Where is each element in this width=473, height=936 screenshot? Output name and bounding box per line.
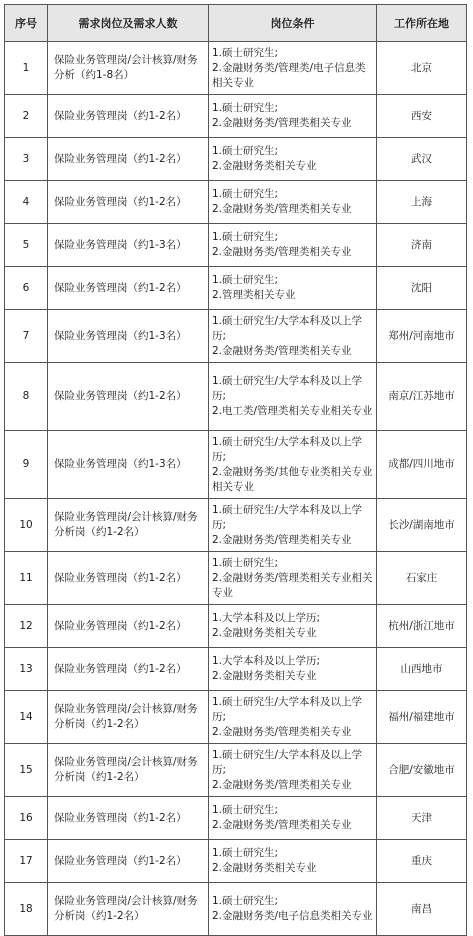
cell-conditions	[209, 648, 377, 691]
condition-line: 2.金融财务类相关专业	[212, 627, 317, 639]
cell-location: 福州/福建地市	[377, 691, 467, 744]
condition-line: 1.硕士研究生;	[212, 231, 279, 243]
cell-location: 北京	[377, 42, 467, 95]
cell-conditions	[209, 95, 377, 138]
recruitment-table-container	[4, 4, 467, 936]
cell-conditions	[209, 181, 377, 224]
cell-location: 成都/四川地市	[377, 431, 467, 499]
cell-conditions	[209, 431, 377, 499]
cell-no: 10	[5, 499, 48, 552]
cell-position: 保险业务管理岗（约1-2名）	[48, 605, 209, 648]
cell-no: 9	[5, 431, 48, 499]
cell-no: 1	[5, 42, 48, 95]
cell-conditions	[209, 310, 377, 363]
cell-position: 保险业务管理岗（约1-2名）	[48, 95, 209, 138]
table-row	[5, 499, 467, 552]
table-row	[5, 224, 467, 267]
cell-position: 保险业务管理岗（约1-2名）	[48, 797, 209, 840]
cell-conditions	[209, 267, 377, 310]
condition-line: 2.金融财务类/其他专业类相关专业相关专业	[212, 465, 373, 493]
cell-location: 长沙/湖南地市	[377, 499, 467, 552]
cell-position: 保险业务管理岗/会计核算/财务分析岗（约1-2名）	[48, 499, 209, 552]
header-conditions: 岗位条件	[209, 5, 377, 42]
table-row	[5, 310, 467, 363]
condition-line: 1.硕士研究生/大学本科及以上学历;	[212, 503, 363, 531]
condition-line: 1.硕士研究生;	[212, 847, 279, 859]
cell-conditions	[209, 138, 377, 181]
cell-location: 上海	[377, 181, 467, 224]
cell-conditions	[209, 605, 377, 648]
cell-no: 5	[5, 224, 48, 267]
table-row	[5, 744, 467, 797]
table-row	[5, 691, 467, 744]
cell-no: 14	[5, 691, 48, 744]
cell-no: 18	[5, 883, 48, 936]
condition-line: 2.金融财务类相关专业	[212, 862, 317, 874]
condition-line: 2.金融财务类/管理类相关专业相关专业	[212, 571, 373, 599]
condition-line: 2.金融财务类/管理类相关专业	[212, 778, 352, 791]
condition-line: 2.金融财务类/管理类相关专业	[212, 203, 352, 215]
condition-line: 1.硕士研究生/大学本科及以上学历;	[212, 314, 363, 342]
cell-conditions	[209, 499, 377, 552]
cell-location: 南昌	[377, 883, 467, 936]
cell-no: 8	[5, 363, 48, 431]
recruitment-table	[4, 4, 467, 936]
table-row	[5, 181, 467, 224]
cell-conditions	[209, 883, 377, 936]
cell-location: 济南	[377, 224, 467, 267]
cell-no: 13	[5, 648, 48, 691]
condition-line: 1.硕士研究生/大学本科及以上学历;	[212, 375, 363, 402]
cell-no: 2	[5, 95, 48, 138]
cell-position: 保险业务管理岗（约1-2名）	[48, 267, 209, 310]
cell-conditions	[209, 744, 377, 797]
condition-line: 1.硕士研究生;	[212, 895, 279, 907]
cell-location: 沈阳	[377, 267, 467, 310]
table-body	[5, 42, 467, 936]
condition-line: 1.硕士研究生;	[212, 102, 279, 114]
header-position: 需求岗位及需求人数	[48, 5, 209, 42]
cell-no: 4	[5, 181, 48, 224]
cell-position: 保险业务管理岗（约1-3名）	[48, 310, 209, 363]
table-row	[5, 42, 467, 95]
condition-line: 1.大学本科及以上学历;	[212, 612, 321, 624]
condition-line: 1.硕士研究生;	[212, 804, 279, 816]
cell-position: 保险业务管理岗/会计核算/财务分析岗（约1-2名）	[48, 883, 209, 936]
header-no: 序号	[5, 5, 48, 42]
cell-conditions	[209, 691, 377, 744]
condition-line: 1.硕士研究生;	[212, 274, 279, 286]
cell-no: 7	[5, 310, 48, 363]
cell-position: 保险业务管理岗/会计核算/财务分析（约1-8名）	[48, 42, 209, 95]
condition-line: 2.金融财务类/管理类相关专业	[212, 246, 352, 258]
cell-position: 保险业务管理岗（约1-3名）	[48, 431, 209, 499]
table-row	[5, 267, 467, 310]
cell-conditions	[209, 552, 377, 605]
cell-position: 保险业务管理岗（约1-3名）	[48, 224, 209, 267]
condition-line: 1.硕士研究生/大学本科及以上学历;	[212, 748, 363, 776]
cell-conditions	[209, 224, 377, 267]
condition-line: 2.金融财务类/管理类相关专业	[212, 819, 352, 831]
condition-line: 2.金融财务类/电子信息类相关专业	[212, 910, 373, 922]
cell-location: 郑州/河南地市	[377, 310, 467, 363]
cell-no: 12	[5, 605, 48, 648]
cell-position: 保险业务管理岗（约1-2名）	[48, 840, 209, 883]
cell-position: 保险业务管理岗/会计核算/财务分析岗（约1-2名）	[48, 744, 209, 797]
header-row	[5, 5, 467, 42]
condition-line: 1.硕士研究生/大学本科及以上学历;	[212, 435, 363, 463]
cell-conditions	[209, 797, 377, 840]
cell-no: 17	[5, 840, 48, 883]
cell-conditions	[209, 42, 377, 95]
cell-location: 石家庄	[377, 552, 467, 605]
cell-conditions	[209, 363, 377, 431]
cell-position: 保险业务管理岗/会计核算/财务分析岗（约1-2名）	[48, 691, 209, 744]
cell-location: 重庆	[377, 840, 467, 883]
table-row	[5, 648, 467, 691]
header-location: 工作所在地	[377, 5, 467, 42]
cell-no: 15	[5, 744, 48, 797]
table-row	[5, 797, 467, 840]
table-row	[5, 363, 467, 431]
cell-position: 保险业务管理岗（约1-2名）	[48, 552, 209, 605]
cell-location: 合肥/安徽地市	[377, 744, 467, 797]
condition-line: 2.金融财务类相关专业	[212, 160, 317, 172]
condition-line: 1.大学本科及以上学历;	[212, 655, 321, 667]
cell-location: 西安	[377, 95, 467, 138]
condition-line: 2.金融财务类/管理类相关专业	[212, 533, 352, 546]
cell-no: 6	[5, 267, 48, 310]
table-row	[5, 95, 467, 138]
table-row	[5, 552, 467, 605]
table-row	[5, 840, 467, 883]
condition-line: 1.硕士研究生;	[212, 556, 279, 569]
cell-no: 3	[5, 138, 48, 181]
cell-position: 保险业务管理岗（约1-2名）	[48, 181, 209, 224]
cell-no: 16	[5, 797, 48, 840]
cell-position: 保险业务管理岗（约1-2名）	[48, 648, 209, 691]
cell-location: 山西地市	[377, 648, 467, 691]
condition-line: 1.硕士研究生/大学本科及以上学历;	[212, 695, 363, 723]
condition-line: 2.电工类/管理类相关专业相关专业	[212, 405, 373, 417]
cell-location: 杭州/浙江地市	[377, 605, 467, 648]
condition-line: 2.金融财务类相关专业	[212, 670, 317, 682]
table-row	[5, 138, 467, 181]
condition-line: 1.硕士研究生;	[212, 46, 279, 59]
table-row	[5, 883, 467, 936]
cell-position: 保险业务管理岗（约1-2名）	[48, 363, 209, 431]
table-row	[5, 605, 467, 648]
table-row	[5, 431, 467, 499]
condition-line: 1.硕士研究生;	[212, 145, 279, 157]
cell-conditions	[209, 840, 377, 883]
condition-line: 2.金融财务类/管理类相关专业	[212, 725, 352, 738]
condition-line: 1.硕士研究生;	[212, 188, 279, 200]
cell-location: 南京/江苏地市	[377, 363, 467, 431]
cell-location: 武汉	[377, 138, 467, 181]
cell-position: 保险业务管理岗（约1-2名）	[48, 138, 209, 181]
cell-no: 11	[5, 552, 48, 605]
table-header	[5, 5, 467, 42]
condition-line: 2.管理类相关专业	[212, 289, 296, 301]
cell-location: 天津	[377, 797, 467, 840]
condition-line: 2.金融财务类/管理类/电子信息类相关专业	[212, 61, 366, 89]
condition-line: 2.金融财务类/管理类相关专业	[212, 344, 352, 357]
condition-line: 2.金融财务类/管理类相关专业	[212, 117, 352, 129]
